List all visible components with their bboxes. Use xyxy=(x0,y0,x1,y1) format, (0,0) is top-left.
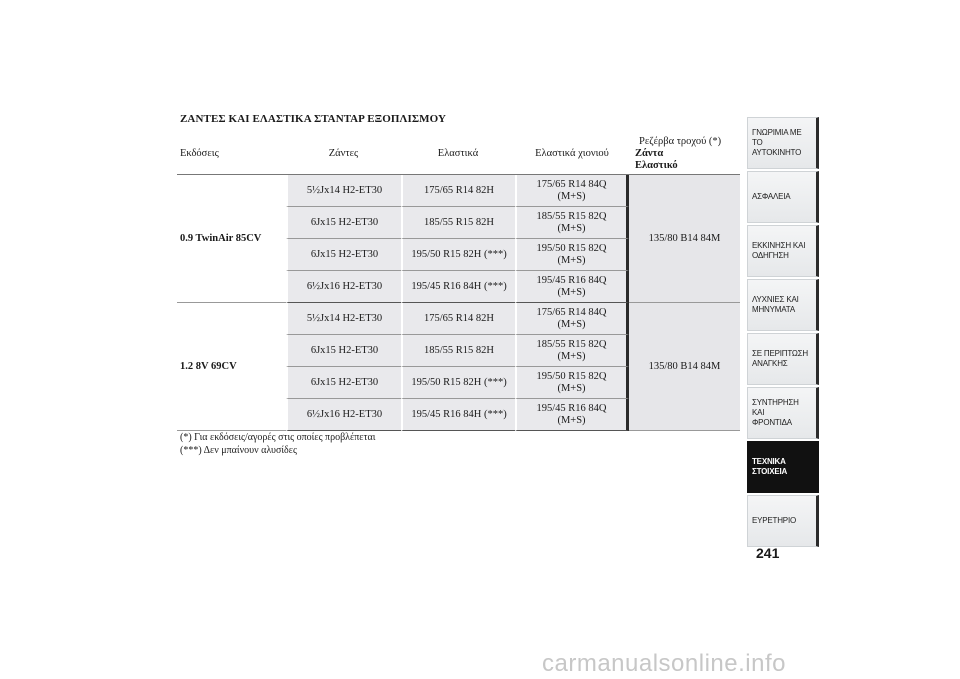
wheel-cell: 5½Jx14 H2-ET30 xyxy=(286,175,401,207)
snow-size: 175/65 R14 84Q xyxy=(536,306,607,318)
snow-tyre-cell xyxy=(515,175,629,207)
version-cell: 1.2 8V 69CV xyxy=(177,303,286,431)
tab-label: ΜΗΝΥΜΑΤΑ xyxy=(752,305,795,314)
snow-tyre-cell xyxy=(515,207,629,239)
snow-mark: (M+S) xyxy=(557,254,586,266)
tab-safety[interactable] xyxy=(747,171,819,223)
tab-label: ΦΡΟΝΤΙΔΑ xyxy=(752,418,792,427)
wheel-cell: 6½Jx16 H2-ET30 xyxy=(286,271,401,303)
header-wheels: Ζάντες xyxy=(286,133,401,175)
snow-size: 185/55 R15 82Q xyxy=(536,338,607,350)
wheel-cell: 6Jx15 H2-ET30 xyxy=(286,207,401,239)
tyre-cell: 175/65 R14 82H xyxy=(401,303,515,335)
tab-maintenance[interactable] xyxy=(747,387,819,439)
tab-label: ΓΝΩΡΙΜΙΑ ΜΕ ΤΟ xyxy=(752,128,802,147)
snow-tyre-cell xyxy=(515,335,629,367)
version-cell: 0.9 TwinAir 85CV xyxy=(177,175,286,303)
tab-label: ΑΥΤΟΚΙΝΗΤΟ xyxy=(752,148,802,157)
header-tyres: Ελαστικά xyxy=(401,133,515,175)
footnote: (*) Για εκδόσεις/αγορές στις οποίες προβλέπεται xyxy=(180,432,376,443)
header-spare-tyre: Ελαστικό xyxy=(635,159,678,171)
page-title: ΖΑΝΤΕΣ ΚΑΙ ΕΛΑΣΤΙΚΑ ΣΤΑΝΤΑΡ ΕΞΟΠΛΙΣΜΟΥ xyxy=(180,113,447,125)
tyre-cell: 195/45 R16 84H (***) xyxy=(401,399,515,431)
snow-mark: (M+S) xyxy=(557,286,586,298)
table-row xyxy=(177,303,740,335)
tab-label: ΕΚΚΙΝΗΣΗ ΚΑΙ xyxy=(752,241,806,250)
table-header-row xyxy=(177,133,740,175)
tab-label: ΑΣΦΑΛΕΙΑ xyxy=(752,192,791,201)
wheel-cell: 6Jx15 H2-ET30 xyxy=(286,335,401,367)
snow-mark: (M+S) xyxy=(557,190,586,202)
header-spare xyxy=(629,133,740,175)
snow-size: 175/65 R14 84Q xyxy=(536,178,607,190)
snow-tyre-cell xyxy=(515,367,629,399)
wheel-cell: 6Jx15 H2-ET30 xyxy=(286,239,401,271)
snow-mark: (M+S) xyxy=(557,382,586,394)
tyre-table xyxy=(177,133,740,431)
snow-tyre-cell xyxy=(515,303,629,335)
tab-technical-data[interactable] xyxy=(747,441,819,493)
tab-label: ΕΥΡΕΤΗΡΙΟ xyxy=(752,516,796,525)
header-spare-title: Ρεζέρβα τροχού (*) xyxy=(639,135,722,147)
tab-label: ΟΔΗΓΗΣΗ xyxy=(752,251,789,260)
snow-tyre-cell xyxy=(515,399,629,431)
tyre-cell: 195/45 R16 84H (***) xyxy=(401,271,515,303)
chapter-sidebar xyxy=(747,117,819,549)
header-versions: Εκδόσεις xyxy=(177,133,286,175)
tab-getting-to-know[interactable] xyxy=(747,117,819,169)
wheel-cell: 6½Jx16 H2-ET30 xyxy=(286,399,401,431)
tab-label: ΛΥΧΝΙΕΣ ΚΑΙ xyxy=(752,295,799,304)
tyre-cell: 185/55 R15 82H xyxy=(401,207,515,239)
tab-lights-messages[interactable] xyxy=(747,279,819,331)
header-spare-wheel: Ζάντα xyxy=(635,147,664,159)
footnote: (***) Δεν μπαίνουν αλυσίδες xyxy=(180,445,297,456)
header-snow-tyres: Ελαστικά χιονιού xyxy=(515,133,629,175)
tab-label: ΣΥΝΤΗΡΗΣΗ ΚΑΙ xyxy=(752,398,799,417)
snow-mark: (M+S) xyxy=(557,318,586,330)
tab-emergency[interactable] xyxy=(747,333,819,385)
table-row xyxy=(177,175,740,207)
snow-size: 195/50 R15 82Q xyxy=(536,242,607,254)
tab-label: ΣΤΟΙΧΕΙΑ xyxy=(752,467,788,476)
tab-index[interactable] xyxy=(747,495,819,547)
snow-size: 185/55 R15 82Q xyxy=(536,210,607,222)
tab-starting-driving[interactable] xyxy=(747,225,819,277)
wheel-cell: 6Jx15 H2-ET30 xyxy=(286,367,401,399)
snow-mark: (M+S) xyxy=(557,414,586,426)
snow-mark: (M+S) xyxy=(557,350,586,362)
tab-label: ΑΝΑΓΚΗΣ xyxy=(752,359,788,368)
tyre-cell: 195/50 R15 82H (***) xyxy=(401,239,515,271)
snow-tyre-cell xyxy=(515,271,629,303)
snow-size: 195/45 R16 84Q xyxy=(536,402,607,414)
tab-label: ΤΕΧΝΙΚΑ xyxy=(752,457,786,466)
spare-cell: 135/80 B14 84M xyxy=(629,175,740,303)
watermark: carmanualsonline.info xyxy=(542,650,786,677)
tyre-cell: 195/50 R15 82H (***) xyxy=(401,367,515,399)
tab-label: ΣΕ ΠΕΡΙΠΤΩΣΗ xyxy=(752,349,808,358)
snow-size: 195/45 R16 84Q xyxy=(536,274,607,286)
footnotes xyxy=(180,431,375,457)
tyre-cell: 175/65 R14 82H xyxy=(401,175,515,207)
spare-cell: 135/80 B14 84M xyxy=(629,303,740,431)
wheel-cell: 5½Jx14 H2-ET30 xyxy=(286,303,401,335)
page-number: 241 xyxy=(756,545,780,561)
snow-mark: (M+S) xyxy=(557,222,586,234)
snow-size: 195/50 R15 82Q xyxy=(536,370,607,382)
snow-tyre-cell xyxy=(515,239,629,271)
tyre-cell: 185/55 R15 82H xyxy=(401,335,515,367)
